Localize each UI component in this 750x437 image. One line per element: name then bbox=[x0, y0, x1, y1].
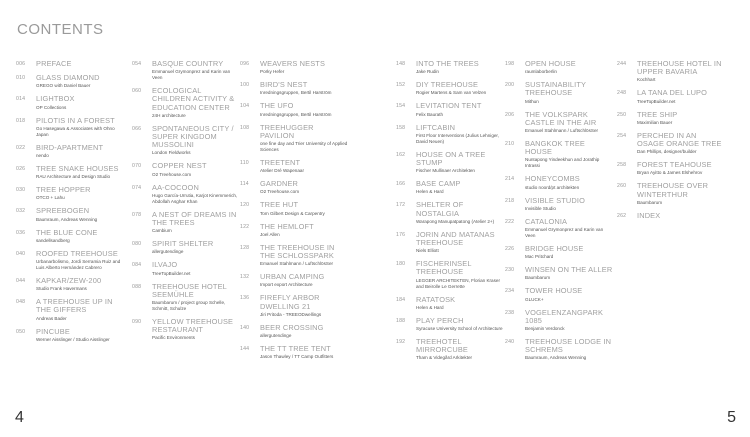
toc-entry-page: 060 bbox=[132, 88, 142, 95]
toc-entry-author: Baumraum, Andreas Wenning bbox=[525, 355, 587, 361]
toc-entry-author: Baumbarum bbox=[525, 275, 551, 281]
toc-entry-author: Baumraum, Andreas Wenning bbox=[36, 216, 98, 222]
toc-entry-author: TreeTopBuilder.net bbox=[637, 98, 676, 104]
toc-entry-title: ECOLOGICAL CHILDREN ACTIVITY & EDUCATION CENTER bbox=[152, 86, 235, 112]
toc-entry-author: Baumbarum / project group Schelle, Schmitt, Schulze bbox=[152, 300, 226, 312]
toc-entry-author: Werner Aisslinger / Studio Aisslinger bbox=[36, 336, 110, 342]
toc-entry-page: 014 bbox=[16, 96, 26, 103]
toc-entry bbox=[396, 201, 504, 224]
toc-entry bbox=[240, 324, 348, 339]
toc-entry-author: sandellsandberg bbox=[36, 237, 70, 243]
toc-entry bbox=[617, 111, 725, 126]
toc-entry-page: 108 bbox=[240, 124, 250, 131]
toc-entry-title: COPPER NEST bbox=[152, 161, 207, 171]
toc-entry-page: 114 bbox=[240, 181, 249, 188]
toc-entry bbox=[617, 60, 725, 83]
toc-entry-title: THE UFO bbox=[260, 101, 294, 111]
toc-entry bbox=[240, 60, 348, 75]
toc-entry bbox=[132, 240, 240, 255]
toc-entry-page: 032 bbox=[16, 208, 26, 215]
toc-entry bbox=[132, 87, 240, 119]
toc-entry bbox=[240, 244, 348, 267]
toc-entry-page: 022 bbox=[16, 144, 26, 151]
toc-entry-author: Jiri Pritoda - TREEODwellings bbox=[260, 311, 322, 317]
toc-entry-author: O2 Treehouse.com bbox=[152, 171, 192, 177]
toc-entry-author: Baumbarum bbox=[637, 199, 663, 205]
toc-entry-title: URBAN CAMPING bbox=[260, 272, 325, 282]
toc-entry-author: Niels Elliott bbox=[416, 248, 439, 254]
toc-entry-page: 176 bbox=[396, 231, 406, 238]
toc-entry bbox=[16, 60, 124, 68]
toc-entry bbox=[132, 162, 240, 177]
toc-entry bbox=[505, 140, 613, 169]
toc-entry-page: 104 bbox=[240, 103, 250, 110]
toc-entry-page: 030 bbox=[16, 187, 26, 194]
toc-entry-page: 222 bbox=[505, 218, 515, 225]
toc-entry-author: Joel Allen bbox=[260, 231, 280, 237]
toc-entry-page: 090 bbox=[132, 319, 142, 326]
toc-entry-page: 132 bbox=[240, 274, 250, 281]
toc-entry-title: THE TT TREE TENT bbox=[260, 344, 331, 354]
toc-entry bbox=[505, 111, 613, 134]
toc-entry bbox=[617, 89, 725, 104]
toc-entry-title: TREEHOUSE HOTEL SEEMÜHLE bbox=[152, 281, 227, 299]
toc-entry bbox=[396, 102, 504, 117]
toc-entry-author: Inredningsgruppen, Bertil Harström bbox=[260, 90, 332, 96]
toc-entry-title: THE HEMLOFT bbox=[260, 221, 314, 231]
toc-entry-author: Kochhart bbox=[637, 77, 656, 83]
toc-entry bbox=[16, 229, 124, 244]
page-number-left: 4 bbox=[15, 409, 24, 426]
toc-column bbox=[240, 60, 348, 366]
toc-entry-author: Emmanuel Grymonprez and Karin van Veen bbox=[525, 227, 604, 239]
toc-entry-title: JORIN AND MATANAS TREEHOUSE bbox=[416, 229, 495, 248]
toc-entry bbox=[16, 207, 124, 222]
toc-entry-page: 188 bbox=[396, 317, 406, 324]
toc-entry-page: 238 bbox=[505, 309, 515, 316]
toc-entry-title: WEAVERS NESTS bbox=[260, 59, 326, 68]
toc-entry-author: one fine day and Trier University of Applied Sciences bbox=[260, 141, 348, 153]
toc-entry bbox=[505, 338, 613, 361]
toc-entry-author: Syracuse University School of Architecture bbox=[416, 326, 503, 332]
toc-entry-title: TREE SHIP bbox=[637, 109, 678, 119]
toc-entry bbox=[240, 294, 348, 317]
toc-entry-author: allergutendinge bbox=[260, 333, 292, 339]
toc-column bbox=[16, 60, 124, 349]
toc-entry-author: Emanuel Stahlmann / LuftschlösSer bbox=[260, 261, 334, 267]
toc-entry bbox=[396, 260, 504, 289]
toc-entry-author: LEGGER ARCHITEKTEN, Florian Kraser and Beirolle Le Gerrette bbox=[416, 277, 500, 289]
toc-entry-title: GARDNER bbox=[260, 179, 299, 189]
toc-entry bbox=[16, 298, 124, 321]
toc-entry-page: 198 bbox=[505, 61, 515, 67]
toc-entry-page: 128 bbox=[240, 244, 250, 251]
toc-entry-title: SPONTANEOUS CITY / SUPER KINGDOM MUSSOLINI bbox=[152, 123, 234, 150]
toc-entry-page: 162 bbox=[396, 151, 406, 158]
toc-entry-page: 080 bbox=[132, 241, 142, 248]
toc-entry-page: 010 bbox=[16, 75, 26, 82]
toc-entry-author: Atelier Dré Wapenaar bbox=[260, 168, 304, 174]
toc-entry-page: 234 bbox=[505, 288, 515, 295]
toc-entry bbox=[505, 218, 613, 239]
toc-entry-title: PERCHED IN AN OSAGE ORANGE TREE bbox=[637, 130, 722, 149]
toc-entry-title: INTO THE TREES bbox=[416, 59, 479, 68]
toc-entry-title: HONEYCOMBS bbox=[525, 174, 580, 184]
toc-entry-page: 258 bbox=[617, 162, 627, 169]
toc-entry-title: A NEST OF DREAMS IN THE TREES bbox=[152, 209, 237, 228]
toc-entry-title: DIY TREEHOUSE bbox=[416, 80, 479, 90]
toc-entry-page: 070 bbox=[132, 163, 142, 170]
toc-entry-author: Cambium bbox=[152, 228, 172, 234]
toc-entry-title: BASQUE COUNTRY bbox=[152, 59, 224, 68]
toc-entry bbox=[505, 197, 613, 212]
toc-entry-page: 154 bbox=[396, 103, 406, 110]
toc-entry-page: 050 bbox=[16, 328, 26, 335]
toc-entry bbox=[505, 266, 613, 281]
toc-entry-title: SHELTER OF NOSTALGIA bbox=[416, 200, 464, 218]
toc-entry-title: VISIBLE STUDIO bbox=[525, 195, 586, 205]
toc-column bbox=[617, 60, 725, 226]
toc-entry bbox=[16, 74, 124, 89]
toc-entry-author: OP Collections bbox=[36, 104, 67, 110]
toc-entry-page: 100 bbox=[240, 82, 250, 89]
toc-entry bbox=[396, 81, 504, 96]
toc-entry bbox=[396, 151, 504, 174]
toc-entry-author: Jason Thawley / TT Camp Outfitters bbox=[260, 354, 334, 360]
toc-entry-title: TREE HOPPER bbox=[36, 185, 91, 195]
toc-entry-page: 040 bbox=[16, 250, 26, 257]
toc-entry-title: KAPKAR/ZEW-200 bbox=[36, 276, 102, 286]
toc-entry-page: 088 bbox=[132, 283, 142, 290]
toc-entry-page: 172 bbox=[396, 202, 406, 209]
toc-entry-title: BIRD-APARTMENT bbox=[36, 142, 104, 152]
toc-entry-page: 036 bbox=[16, 229, 26, 236]
toc-entry-title: TREEHOUSE LODGE IN SCHREMS bbox=[525, 337, 612, 355]
toc-entry bbox=[240, 159, 348, 174]
toc-entry-title: ROOFED TREEHOUSE bbox=[36, 248, 118, 258]
toc-entry-page: 026 bbox=[16, 166, 26, 173]
toc-entry-title: BASE CAMP bbox=[416, 179, 461, 189]
toc-entry-title: TREEHUGGER PAVILION bbox=[260, 122, 314, 140]
toc-entry-page: 110 bbox=[240, 160, 249, 167]
toc-entry-author: RAU Architecture and Design Studio bbox=[36, 174, 111, 180]
toc-entry-title: FIREFLY ARBOR DWELLING 21 bbox=[260, 293, 320, 311]
toc-entry-title: VOGELENZANGPARK 1085 bbox=[525, 307, 604, 325]
toc-entry-title: THE VOLKSPARK CASTLE IN THE AIR bbox=[525, 109, 597, 127]
toc-entry-title: TREEHOUSE HOTEL IN UPPER BAVARIA bbox=[637, 59, 722, 77]
toc-entry-author: Import export Architecture bbox=[260, 282, 313, 288]
toc-entry-author: Jake Rudin bbox=[416, 69, 439, 75]
toc-entry-page: 250 bbox=[617, 111, 627, 118]
toc-entry-page: 260 bbox=[617, 183, 627, 190]
toc-entry-author: raumlaborberlin bbox=[525, 69, 557, 75]
toc-entry-author: Maximilian Bauer bbox=[637, 119, 673, 125]
toc-entry bbox=[617, 212, 725, 220]
toc-entry-page: 200 bbox=[505, 82, 515, 89]
toc-entry bbox=[132, 318, 240, 341]
toc-entry bbox=[396, 296, 504, 311]
toc-entry-author: Dan Phillips, designer/builder bbox=[637, 149, 697, 155]
toc-entry bbox=[16, 250, 124, 271]
toc-entry-title: YELLOW TREEHOUSE RESTAURANT bbox=[152, 317, 234, 335]
toc-entry bbox=[505, 60, 613, 75]
toc-entry-page: 166 bbox=[396, 181, 406, 188]
toc-entry-page: 066 bbox=[132, 125, 142, 132]
toc-entry bbox=[396, 317, 504, 332]
toc-entry bbox=[617, 132, 725, 155]
toc-entry-title: FOREST TEAHOUSE bbox=[637, 160, 712, 170]
toc-entry-title: TREEHOTEL MIRRORCUBE bbox=[416, 337, 469, 355]
toc-entry-title: FISCHERINSEL TREEHOUSE bbox=[416, 259, 472, 277]
toc-entry-author: allergutendinge bbox=[152, 249, 184, 255]
toc-entry-author: O2 Treehouse.com bbox=[260, 189, 300, 195]
toc-entry-author: studio noord/pt architekten bbox=[525, 184, 580, 190]
toc-entry bbox=[132, 60, 240, 81]
toc-entry-title: WINSEN ON THE ALLER bbox=[525, 265, 613, 275]
toc-entry-page: 192 bbox=[396, 339, 406, 346]
toc-entry bbox=[16, 328, 124, 343]
toc-entry-title: HOUSE ON A TREE STUMP bbox=[416, 149, 486, 168]
toc-entry bbox=[505, 309, 613, 332]
toc-entry-page: 214 bbox=[505, 176, 515, 183]
toc-entry-author: Fischer Mullinaer Architekten bbox=[416, 168, 475, 174]
toc-entry-title: SPIRIT SHELTER bbox=[152, 239, 214, 249]
toc-entry-author: 24H architecture bbox=[152, 112, 186, 118]
toc-entry-title: RATATOSK bbox=[416, 294, 456, 304]
toc-entry-page: 136 bbox=[240, 295, 250, 302]
toc-entry-title: GLASS DIAMOND bbox=[36, 73, 100, 83]
toc-entry-page: 230 bbox=[505, 267, 515, 274]
toc-entry-title: PILOTIS IN A FOREST bbox=[36, 115, 115, 125]
toc-entry bbox=[16, 117, 124, 138]
toc-entry-page: 018 bbox=[16, 117, 26, 124]
toc-entry-title: PREFACE bbox=[36, 59, 72, 68]
toc-entry-author: London Fieldworks bbox=[152, 150, 191, 156]
toc-entry-page: 144 bbox=[240, 346, 250, 353]
toc-entry-author: Emmanuel Grymonprez and Karin van Veen bbox=[152, 69, 231, 81]
toc-entry-title: TREETENT bbox=[260, 158, 301, 168]
toc-entry-author: OTCO + Lahu bbox=[36, 195, 65, 201]
toc-entry-page: 152 bbox=[396, 82, 406, 89]
toc-entry-author: Pacific Environments bbox=[152, 335, 195, 341]
toc-column bbox=[132, 60, 240, 347]
toc-entry bbox=[16, 186, 124, 201]
toc-entry-author: Warapong Manupatpatong (Atelier 2+) bbox=[416, 218, 495, 224]
toc-entry-page: 044 bbox=[16, 278, 26, 285]
toc-entry-page: 148 bbox=[396, 61, 406, 67]
toc-entry bbox=[240, 223, 348, 238]
toc-entry bbox=[505, 245, 613, 260]
toc-entry-author: Bryan Ayitto & James Elshehrov bbox=[637, 170, 703, 176]
toc-entry-author: Urbanarbolismo, Jordi Serramia Ruiz and Luis Alberto Hernández Cabrero bbox=[36, 259, 121, 271]
toc-entry-page: 240 bbox=[505, 339, 515, 346]
toc-entry-title: TOWER HOUSE bbox=[525, 286, 583, 296]
toc-entry-title: LEVITATION TENT bbox=[416, 101, 482, 111]
toc-entry-page: 158 bbox=[396, 124, 406, 131]
toc-entry bbox=[240, 180, 348, 195]
toc-entry-page: 184 bbox=[396, 296, 406, 303]
toc-entry-author: TreeTopBuilder.net bbox=[152, 270, 191, 276]
toc-entry-title: TREE SNAKE HOUSES bbox=[36, 164, 119, 174]
toc-entry-title: ILVAJO bbox=[152, 260, 178, 270]
toc-entry-author: Tham & Videgård Arkitekter bbox=[416, 355, 473, 361]
toc-entry-author: Rogier Martens & Sam van Velzen bbox=[416, 90, 487, 96]
toc-entry-author: Benjamin Verdonck bbox=[525, 326, 565, 332]
toc-entry-title: INDEX bbox=[637, 210, 661, 220]
toc-entry-title: LA TANA DEL LUPO bbox=[637, 88, 708, 98]
toc-entry-page: 120 bbox=[240, 202, 250, 209]
toc-entry-title: THE BLUE CONE bbox=[36, 227, 98, 237]
toc-entry-author: GREGO with Daniel Bauer bbox=[36, 83, 91, 89]
toc-entry bbox=[132, 184, 240, 205]
toc-entry-author: Nuntapong Yindeekhun and Jorathip Intrassi bbox=[525, 157, 600, 169]
toc-entry-author: Invisible Studio bbox=[525, 205, 556, 211]
toc-entry bbox=[240, 345, 348, 360]
toc-entry-page: 218 bbox=[505, 197, 515, 204]
toc-entry-title: BEER CROSSING bbox=[260, 322, 324, 332]
toc-entry-title: CATALONIA bbox=[525, 216, 568, 226]
toc-entry-page: 054 bbox=[132, 61, 142, 67]
toc-entry bbox=[505, 81, 613, 104]
toc-entry bbox=[132, 211, 240, 234]
toc-column bbox=[505, 60, 613, 367]
toc-entry-page: 248 bbox=[617, 90, 627, 97]
toc-entry-title: OPEN HOUSE bbox=[525, 59, 576, 68]
toc-entry-author: Studio Frank Havermans bbox=[36, 286, 87, 292]
toc-entry-page: 096 bbox=[240, 61, 250, 67]
toc-entry-author: Tom Gilbert Design & Carpentry bbox=[260, 210, 325, 216]
toc-entry bbox=[396, 338, 504, 361]
toc-entry-page: 262 bbox=[617, 212, 627, 219]
toc-entry bbox=[240, 273, 348, 288]
toc-entry bbox=[396, 231, 504, 254]
toc-entry-title: PLAY PERCH bbox=[416, 315, 464, 325]
toc-entry-page: 210 bbox=[505, 141, 515, 148]
toc-entry bbox=[240, 201, 348, 216]
toc-entry-author: GLUCK+ bbox=[525, 296, 544, 302]
toc-entry-title: SUSTAINABILITY TREEHOUSE bbox=[525, 80, 586, 98]
toc-entry-title: TREEHOUSE OVER WINTERTHUR bbox=[637, 181, 709, 199]
toc-entry-author: Mithun bbox=[525, 98, 539, 104]
toc-entry-author: First Floor Interventions (Julius Lehniger, David Neuen) bbox=[416, 132, 499, 144]
toc-entry bbox=[396, 60, 504, 75]
toc-entry-page: 078 bbox=[132, 211, 142, 218]
toc-entry-page: 122 bbox=[240, 223, 250, 230]
toc-entry-page: 206 bbox=[505, 111, 515, 118]
toc-entry bbox=[16, 95, 124, 110]
toc-entry-title: BANGKOK TREE HOUSE bbox=[525, 139, 585, 157]
toc-entry-page: 254 bbox=[617, 132, 627, 139]
toc-entry-page: 006 bbox=[16, 61, 26, 67]
toc-entry bbox=[505, 287, 613, 302]
toc-entry-page: 180 bbox=[396, 261, 406, 268]
toc-entry-author: Emanuel Stahlmann / LuftschlösSer bbox=[525, 128, 599, 134]
toc-entry bbox=[240, 102, 348, 117]
toc-entry-title: AA-COCOON bbox=[152, 182, 199, 192]
toc-column bbox=[396, 60, 504, 367]
toc-entry bbox=[505, 175, 613, 190]
toc-entry-page: 084 bbox=[132, 262, 142, 269]
toc-entry-title: LIGHTBOX bbox=[36, 94, 75, 104]
toc-entry-author: nendo bbox=[36, 153, 49, 159]
toc-entry-author: Helen & Hard bbox=[416, 189, 444, 195]
toc-entry-title: A TREEHOUSE UP IN THE GIFFERS bbox=[36, 297, 113, 315]
toc-entry-title: PINCUBE bbox=[36, 326, 70, 336]
toc-entry-author: Mac Pritchard bbox=[525, 254, 554, 260]
toc-entry-page: 244 bbox=[617, 61, 627, 67]
toc-entry-page: 074 bbox=[132, 184, 142, 191]
toc-entry-title: BRIDGE HOUSE bbox=[525, 244, 584, 254]
toc-entry-author: Helen & Hard bbox=[416, 304, 444, 310]
toc-entry bbox=[132, 125, 240, 157]
toc-entry-author: Porky Hefer bbox=[260, 69, 285, 75]
toc-entry-page: 140 bbox=[240, 324, 250, 331]
toc-entry-author: Andreas Bader bbox=[36, 315, 67, 321]
page-title: CONTENTS bbox=[17, 21, 104, 38]
toc-entry-title: THE TREEHOUSE IN THE SCHLOSSPARK bbox=[260, 242, 335, 261]
toc-entry bbox=[396, 180, 504, 195]
toc-entry-author: Hugo García-Urrutia, Karjot Kinemmerich, Abdollah Asghar Khan bbox=[152, 192, 238, 204]
toc-entry-title: LIFTCABIN bbox=[416, 122, 456, 132]
toc-entry-author: Go Hasegawa & Associates with Ohno Japan bbox=[36, 125, 115, 137]
toc-entry bbox=[132, 261, 240, 276]
toc-entry bbox=[617, 182, 725, 205]
toc-entry-title: SPREEBOGEN bbox=[36, 206, 90, 216]
toc-entry-page: 226 bbox=[505, 246, 515, 253]
toc-entry bbox=[240, 124, 348, 153]
toc-entry-title: BIRD'S NEST bbox=[260, 80, 308, 90]
page-number-right: 5 bbox=[727, 409, 736, 426]
toc-entry bbox=[16, 144, 124, 159]
toc-entry bbox=[240, 81, 348, 96]
toc-entry bbox=[132, 283, 240, 312]
toc-entry-page: 048 bbox=[16, 299, 26, 306]
toc-entry bbox=[16, 165, 124, 180]
toc-entry bbox=[396, 124, 504, 145]
toc-entry-author: Inredningsgruppen, Bertil Harström bbox=[260, 111, 332, 117]
toc-entry-author: Felix Baurath bbox=[416, 111, 444, 117]
toc-entry-title: TREE HUT bbox=[260, 200, 299, 210]
toc-entry bbox=[617, 161, 725, 176]
toc-entry bbox=[16, 277, 124, 292]
